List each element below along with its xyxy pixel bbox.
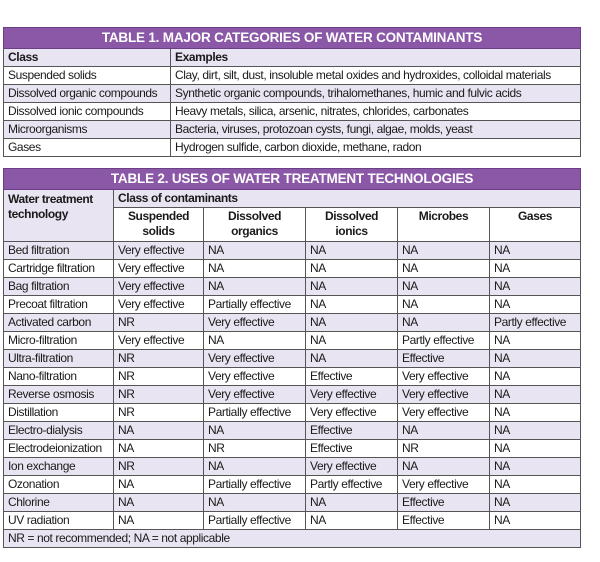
microbes-cell: Partly effective [398,332,490,350]
dissolved-organics-cell: Very effective [204,350,306,368]
dissolved-ionics-cell: NA [306,512,398,530]
microbes-cell: NA [398,260,490,278]
microbes-cell: Very effective [398,476,490,494]
gases-cell: NA [490,296,581,314]
table-row [4,458,581,476]
dissolved-organics-cell: NA [204,278,306,296]
table-row [4,121,581,139]
dissolved-organics-cell: Partially effective [204,296,306,314]
column-header-line2: ionics [335,224,368,238]
technology-cell: Electro-dialysis [4,422,114,440]
table-1-water-contaminants [3,27,581,157]
dissolved-ionics-cell: Effective [306,440,398,458]
gases-cell: NA [490,422,581,440]
table-1-header-class: Class [4,49,171,67]
dissolved-ionics-cell: Very effective [306,458,398,476]
technology-cell: Bed filtration [4,242,114,260]
technology-cell: Activated carbon [4,314,114,332]
technology-cell: Ultra-filtration [4,350,114,368]
suspended-solids-cell: NA [114,494,204,512]
technology-header [4,190,114,242]
column-header-line1: Dissolved [324,209,379,223]
table-2-title: TABLE 2. USES OF WATER TREATMENT TECHNOLOGIES [4,169,581,190]
gases-cell: NA [490,260,581,278]
column-header-microbes [398,208,490,242]
dissolved-ionics-cell: Effective [306,368,398,386]
dissolved-ionics-cell: Very effective [306,404,398,422]
table-row [4,386,581,404]
suspended-solids-cell: Very effective [114,296,204,314]
table-row [4,350,581,368]
dissolved-ionics-cell: Very effective [306,386,398,404]
technology-cell: Chlorine [4,494,114,512]
class-cell: Dissolved organic compounds [4,85,171,103]
technology-cell: Distillation [4,404,114,422]
dissolved-organics-cell: NA [204,332,306,350]
technology-cell: Ozonation [4,476,114,494]
table-row [4,296,581,314]
class-of-contaminants-header: Class of contaminants [114,190,581,208]
table-row [4,404,581,422]
gases-cell: NA [490,242,581,260]
gases-cell: NA [490,494,581,512]
gases-cell: NA [490,458,581,476]
suspended-solids-cell: NR [114,458,204,476]
suspended-solids-cell: Very effective [114,278,204,296]
technology-cell: Reverse osmosis [4,386,114,404]
table-row [4,332,581,350]
microbes-cell: Very effective [398,368,490,386]
column-header-line2: solids [142,224,175,238]
gases-cell: NA [490,332,581,350]
suspended-solids-cell: NA [114,512,204,530]
dissolved-organics-cell: NA [204,458,306,476]
microbes-cell: NR [398,440,490,458]
column-header-line1: Gases [517,209,553,223]
table-row [4,512,581,530]
dissolved-organics-cell: Very effective [204,368,306,386]
suspended-solids-cell: Very effective [114,332,204,350]
microbes-cell: NA [398,242,490,260]
examples-cell: Clay, dirt, silt, dust, insoluble metal oxides and hydroxides, colloidal materials [171,67,581,85]
dissolved-organics-cell: Partially effective [204,404,306,422]
column-header-gases [490,208,581,242]
suspended-solids-cell: NA [114,440,204,458]
gases-cell: NA [490,440,581,458]
gases-cell: NA [490,476,581,494]
gases-cell: NA [490,404,581,422]
dissolved-ionics-cell: NA [306,278,398,296]
microbes-cell: NA [398,278,490,296]
class-cell: Suspended solids [4,67,171,85]
table-1-header-examples: Examples [171,49,581,67]
suspended-solids-cell: NR [114,314,204,332]
examples-cell: Bacteria, viruses, protozoan cysts, fungi, algae, molds, yeast [171,121,581,139]
microbes-cell: NA [398,314,490,332]
technology-cell: Micro-filtration [4,332,114,350]
column-header-line1: Suspended [127,209,190,223]
microbes-cell: Effective [398,512,490,530]
column-header-suspended-solids [114,208,204,242]
table-2-treatment-technologies [3,168,581,548]
dissolved-ionics-cell: NA [306,242,398,260]
suspended-solids-cell: NR [114,404,204,422]
gases-cell: NA [490,278,581,296]
table-1-title: TABLE 1. MAJOR CATEGORIES OF WATER CONTAMINANTS [4,28,581,49]
dissolved-organics-cell: Partially effective [204,512,306,530]
gases-cell: Partly effective [490,314,581,332]
dissolved-organics-cell: NA [204,494,306,512]
column-header-line1: Microbes [418,209,469,223]
table-row [4,85,581,103]
microbes-cell: Effective [398,494,490,512]
column-header-line1: Dissolved [227,209,282,223]
microbes-cell: NA [398,296,490,314]
technology-header-line2: technology [8,207,69,221]
dissolved-organics-cell: NA [204,260,306,278]
table-row [4,422,581,440]
dissolved-organics-cell: NA [204,242,306,260]
examples-cell: Heavy metals, silica, arsenic, nitrates, chlorides, carbonates [171,103,581,121]
technology-cell: UV radiation [4,512,114,530]
table-row [4,67,581,85]
microbes-cell: Very effective [398,404,490,422]
dissolved-ionics-cell: NA [306,314,398,332]
class-cell: Gases [4,139,171,157]
dissolved-organics-cell: Partially effective [204,476,306,494]
table-row [4,103,581,121]
microbes-cell: NA [398,458,490,476]
dissolved-ionics-cell: NA [306,494,398,512]
table-row [4,494,581,512]
microbes-cell: NA [398,422,490,440]
dissolved-organics-cell: NR [204,440,306,458]
gases-cell: NA [490,386,581,404]
column-header-dissolved-ionics [306,208,398,242]
suspended-solids-cell: NA [114,422,204,440]
dissolved-ionics-cell: Effective [306,422,398,440]
column-header-dissolved-organics [204,208,306,242]
table-row [4,476,581,494]
dissolved-organics-cell: NA [204,422,306,440]
table-2-footnote: NR = not recommended; NA = not applicable [4,530,581,548]
class-cell: Microorganisms [4,121,171,139]
technology-cell: Precoat filtration [4,296,114,314]
dissolved-ionics-cell: NA [306,350,398,368]
microbes-cell: Very effective [398,386,490,404]
dissolved-ionics-cell: NA [306,260,398,278]
suspended-solids-cell: NR [114,368,204,386]
dissolved-ionics-cell: Partly effective [306,476,398,494]
technology-header-line1: Water treatment [8,192,93,206]
examples-cell: Synthetic organic compounds, trihalomethanes, humic and fulvic acids [171,85,581,103]
suspended-solids-cell: NA [114,476,204,494]
technology-cell: Ion exchange [4,458,114,476]
dissolved-ionics-cell: NA [306,296,398,314]
gases-cell: NA [490,368,581,386]
gases-cell: NA [490,350,581,368]
dissolved-organics-cell: Very effective [204,386,306,404]
column-header-line2: organics [231,224,278,238]
suspended-solids-cell: Very effective [114,260,204,278]
table-row [4,242,581,260]
gases-cell: NA [490,512,581,530]
suspended-solids-cell: NR [114,350,204,368]
table-row [4,314,581,332]
table-row [4,139,581,157]
technology-cell: Cartridge filtration [4,260,114,278]
suspended-solids-cell: NR [114,386,204,404]
technology-cell: Nano-filtration [4,368,114,386]
technology-cell: Electrodeionization [4,440,114,458]
table-row [4,278,581,296]
dissolved-organics-cell: Very effective [204,314,306,332]
class-cell: Dissolved ionic compounds [4,103,171,121]
table-row [4,440,581,458]
examples-cell: Hydrogen sulfide, carbon dioxide, methane, radon [171,139,581,157]
suspended-solids-cell: Very effective [114,242,204,260]
table-row [4,368,581,386]
technology-cell: Bag filtration [4,278,114,296]
dissolved-ionics-cell: NA [306,332,398,350]
microbes-cell: Effective [398,350,490,368]
table-row [4,260,581,278]
